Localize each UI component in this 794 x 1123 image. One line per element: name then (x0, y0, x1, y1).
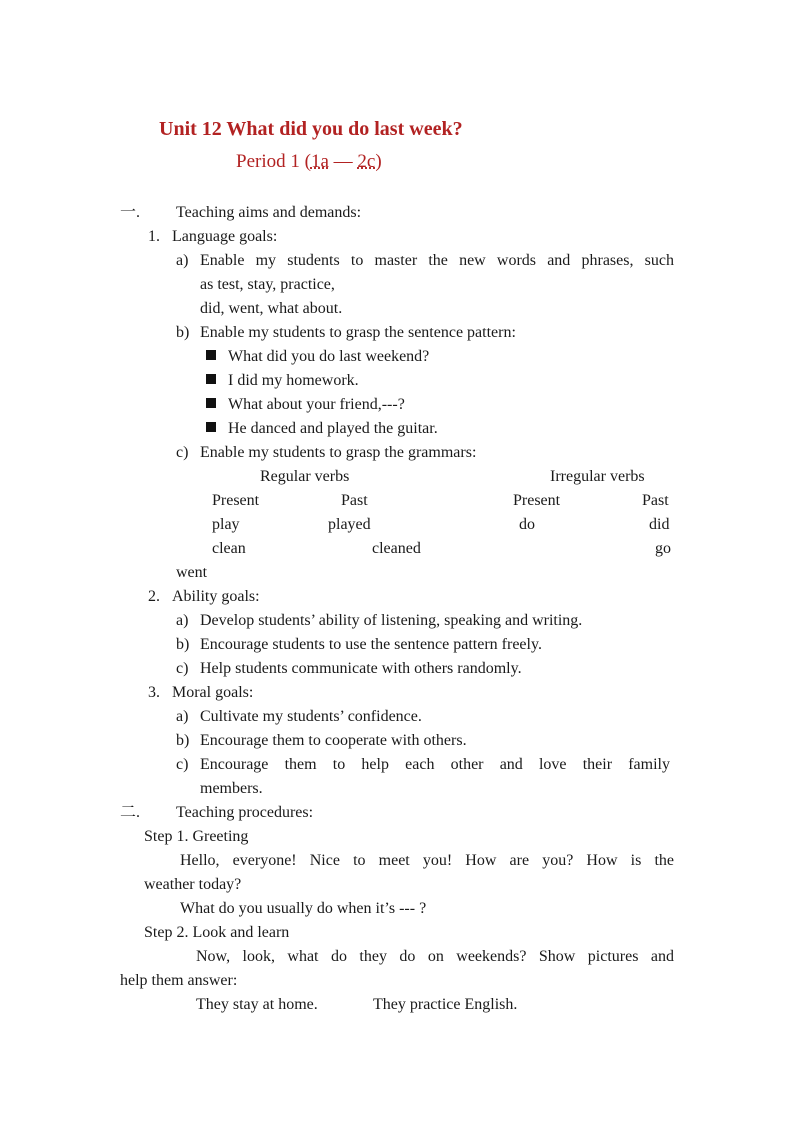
verb-cell: played (328, 516, 371, 533)
language-a-line1: Enable my students to master the new words and phrases, such (200, 252, 674, 269)
subtitle-from: 1a (310, 151, 329, 172)
language-c-marker: c) (176, 444, 189, 461)
square-bullet-icon (206, 350, 216, 360)
pattern-text: What about your friend,---? (228, 396, 405, 413)
verb-cell: do (519, 516, 535, 533)
pattern-item (206, 393, 405, 417)
pattern-item (206, 369, 359, 393)
step1-line3: What do you usually do when it’s --- ? (180, 900, 427, 917)
subtitle-to: 2c (357, 151, 376, 172)
language-goals-heading: Language goals: (172, 228, 278, 245)
verb-cell: went (176, 564, 208, 581)
section1-heading: Teaching aims and demands: (176, 204, 362, 221)
irregular-past-header: Past (642, 492, 669, 509)
regular-past-header: Past (341, 492, 368, 509)
pattern-text: I did my homework. (228, 372, 359, 389)
ability-item-marker: c) (176, 660, 189, 677)
step1-line1: Hello, everyone! Nice to meet you! How are you? How is the (180, 852, 674, 869)
ability-item-text: Develop students’ ability of listening, speaking and writing. (200, 612, 583, 629)
pattern-item (206, 417, 438, 441)
language-a-line2: as test, stay, practice, (200, 276, 335, 293)
section2-number: 二. (120, 804, 141, 821)
square-bullet-icon (206, 398, 216, 408)
moral-a-text: Cultivate my students’ confidence. (200, 708, 422, 725)
irregular-present-header: Present (513, 492, 561, 509)
subtitle-suffix: ) (375, 151, 382, 172)
step2-example-2: They practice English. (373, 996, 518, 1013)
step1-title: Step 1. Greeting (144, 828, 249, 845)
verb-cell: go (655, 540, 671, 557)
moral-a-marker: a) (176, 708, 189, 725)
regular-verbs-heading: Regular verbs (260, 468, 350, 485)
subtitle-prefix: Period 1 ( (236, 151, 311, 172)
ability-item-text: Help students communicate with others randomly. (200, 660, 522, 677)
ability-item-marker: a) (176, 612, 189, 629)
ability-goals-heading: Ability goals: (172, 588, 260, 605)
moral-goals-heading: Moral goals: (172, 684, 254, 701)
step1-line2: weather today? (144, 876, 242, 893)
language-c-text: Enable my students to grasp the grammars: (200, 444, 477, 461)
moral-b-marker: b) (176, 732, 190, 749)
moral-c-line2: members. (200, 780, 263, 797)
irregular-verbs-heading: Irregular verbs (550, 468, 645, 485)
step2-example-1: They stay at home. (196, 996, 318, 1013)
document-title: Unit 12 What did you do last week? (159, 118, 463, 140)
moral-c-line1: Encourage them to help each other and love their family (200, 756, 670, 773)
square-bullet-icon (206, 374, 216, 384)
square-bullet-icon (206, 422, 216, 432)
period-subtitle (236, 150, 382, 174)
step2-line2: help them answer: (120, 972, 238, 989)
moral-goals-number: 3. (148, 684, 160, 701)
moral-c-marker: c) (176, 756, 189, 773)
section1-number: 一. (120, 204, 141, 221)
pattern-text: What did you do last weekend? (228, 348, 430, 365)
step2-line1: Now, look, what do they do on weekends? Show pictures and (196, 948, 674, 965)
step2-title: Step 2. Look and learn (144, 924, 290, 941)
pattern-text: He danced and played the guitar. (228, 420, 438, 437)
language-a-line3: did, went, what about. (200, 300, 343, 317)
language-b-marker: b) (176, 324, 190, 341)
language-goals-number: 1. (148, 228, 160, 245)
ability-item-text: Encourage students to use the sentence pattern freely. (200, 636, 542, 653)
ability-goals-number: 2. (148, 588, 160, 605)
verb-cell: did (649, 516, 670, 533)
subtitle-dash: — (328, 151, 358, 172)
language-b-text: Enable my students to grasp the sentence pattern: (200, 324, 516, 341)
verb-cell: clean (212, 540, 246, 557)
pattern-item (206, 345, 429, 369)
section2-heading: Teaching procedures: (176, 804, 314, 821)
language-a-marker: a) (176, 252, 189, 269)
verb-cell: cleaned (372, 540, 421, 557)
regular-present-header: Present (212, 492, 260, 509)
verb-cell: play (212, 516, 240, 533)
moral-b-text: Encourage them to cooperate with others. (200, 732, 467, 749)
ability-item-marker: b) (176, 636, 190, 653)
